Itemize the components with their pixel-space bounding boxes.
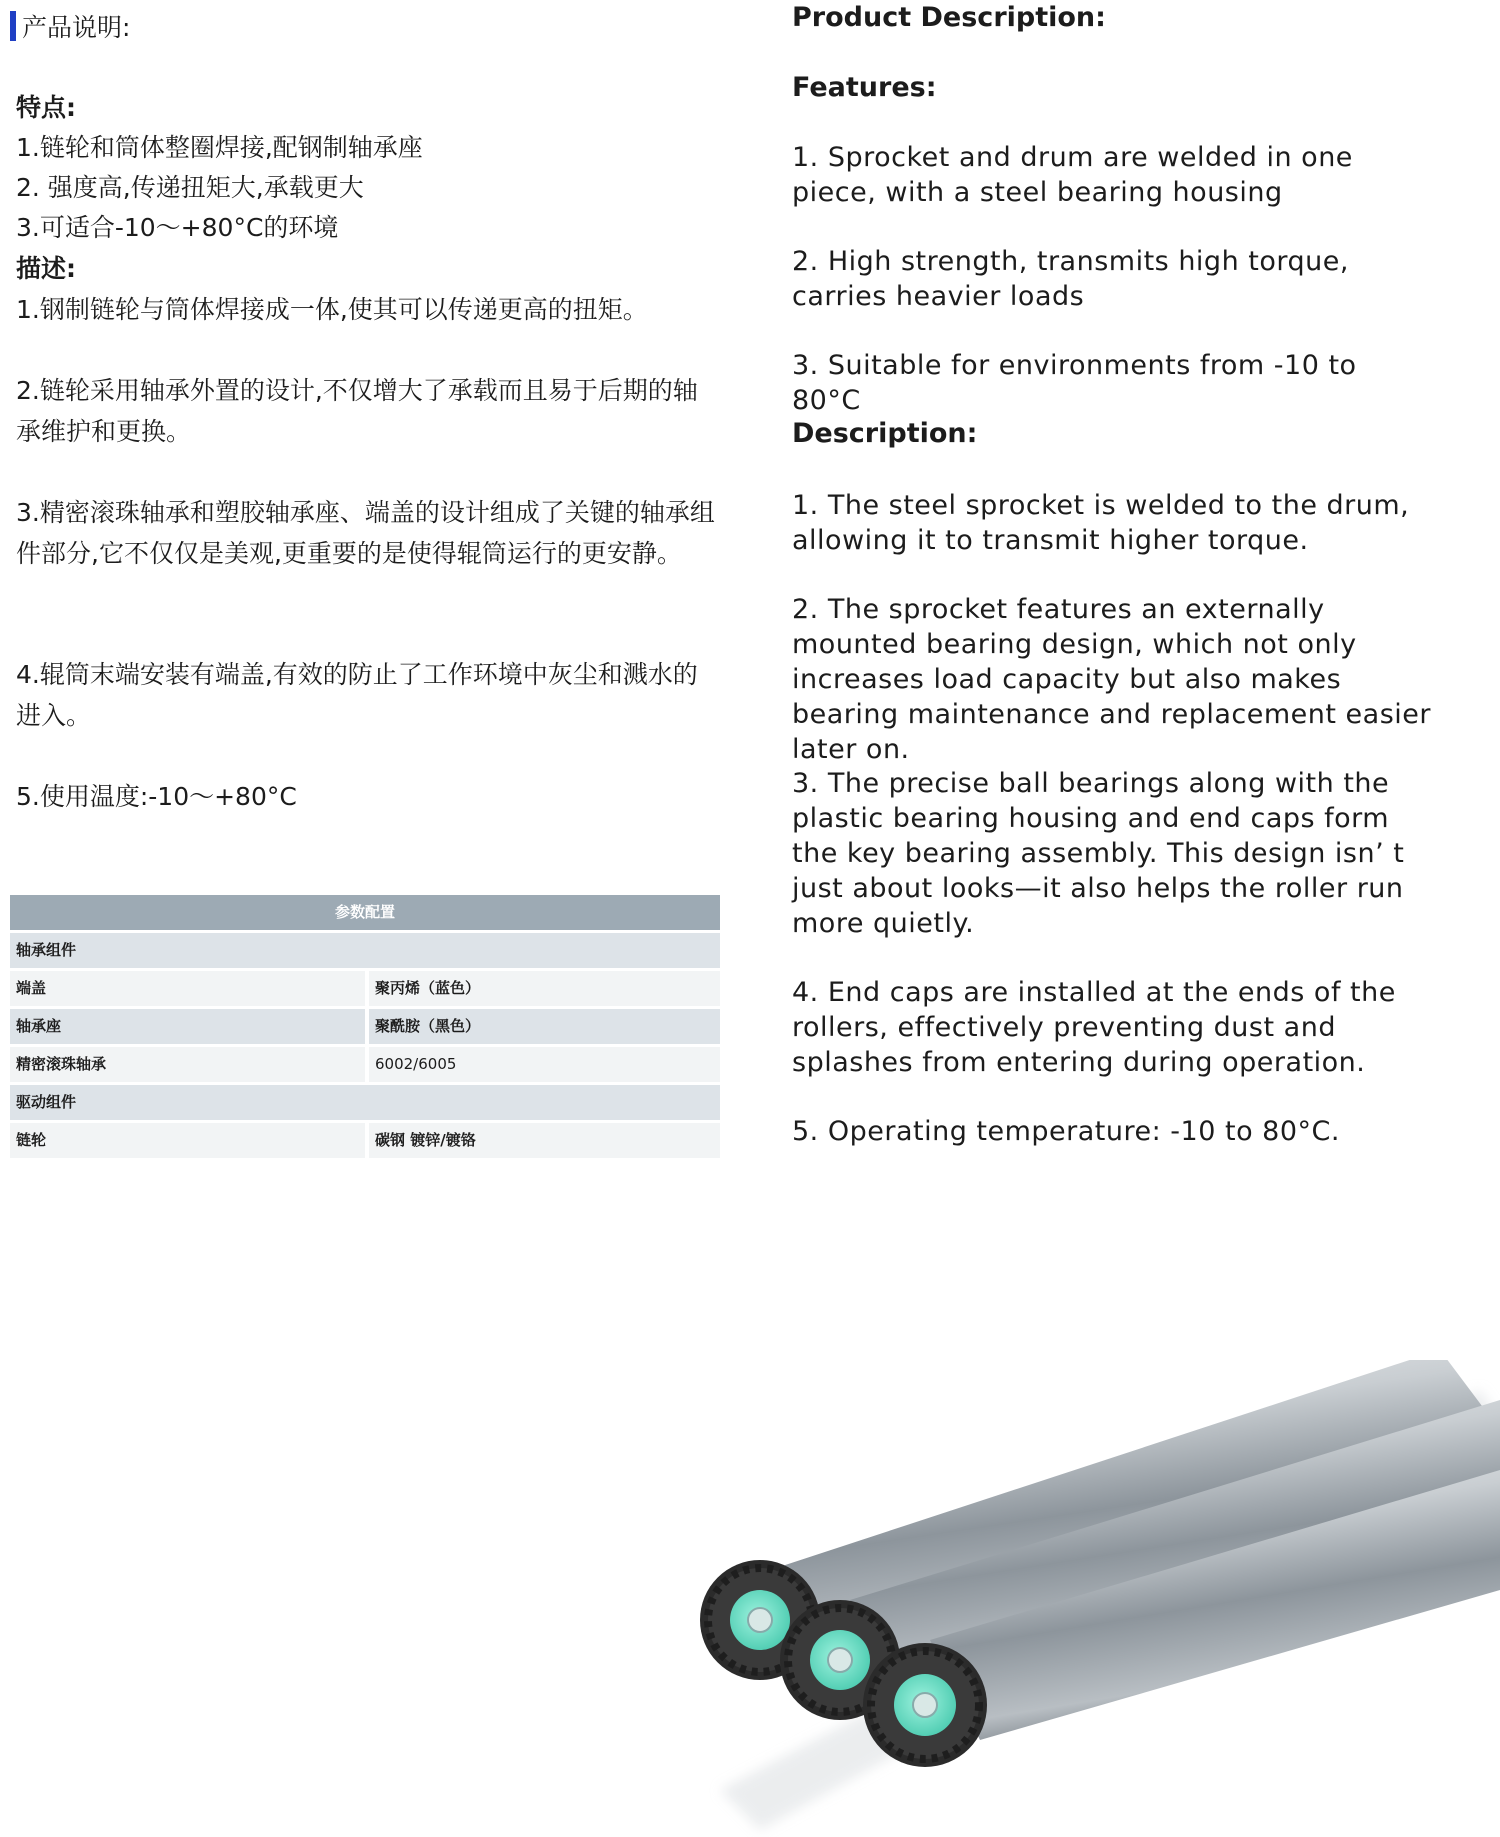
table-row bbox=[10, 1047, 720, 1082]
en-description-item: 1. The steel sprocket is welded to the drum, allowing it to transmit higher torque. bbox=[792, 490, 1410, 556]
cn-features-heading: 特点: bbox=[16, 93, 76, 122]
spec-section-drive: 驱动组件 bbox=[10, 1085, 720, 1120]
cn-description-item: 3.精密滚珠轴承和塑胶轴承座、端盖的设计组成了关键的轴承组件部分,它不仅仅是美观,更重要的是使得辊筒运行的更安静。 bbox=[16, 498, 715, 568]
sprocket-assembly-front bbox=[863, 1643, 987, 1767]
en-description-item: 3. The precise ball bearings along with the plastic bearing housing and end caps form the key bearing assembly. This design isn’ t just about looks—it also helps the roller run more quietly. bbox=[792, 768, 1405, 939]
spec-name-cell: 链轮 bbox=[10, 1123, 365, 1158]
table-row bbox=[10, 1009, 720, 1044]
cn-feature-item: 1.链轮和筒体整圈焊接,配钢制轴承座 bbox=[16, 133, 423, 162]
spec-value-cell: 6002/6005 bbox=[369, 1047, 720, 1082]
spec-value-cell: 聚酰胺（黑色） bbox=[369, 1009, 720, 1044]
en-feature-item: 1. Sprocket and drum are welded in one piece, with a steel bearing housing bbox=[792, 142, 1353, 208]
spec-name-cell: 端盖 bbox=[10, 971, 365, 1006]
cn-description-heading: 描述: bbox=[16, 254, 76, 283]
en-description-heading: Description: bbox=[792, 418, 978, 449]
cn-description-item: 4.辊筒末端安装有端盖,有效的防止了工作环境中灰尘和溅水的进入。 bbox=[16, 660, 698, 730]
table-row bbox=[10, 1123, 720, 1158]
en-description-item: 5. Operating temperature: -10 to 80°C. bbox=[792, 1116, 1340, 1147]
spec-value-cell: 聚丙烯（蓝色） bbox=[369, 971, 720, 1006]
en-feature-item: 2. High strength, transmits high torque, carries heavier loads bbox=[792, 246, 1349, 312]
spec-name-cell: 轴承座 bbox=[10, 1009, 365, 1044]
cn-feature-item: 3.可适合-10～+80°C的环境 bbox=[16, 213, 339, 242]
cn-section-title bbox=[10, 10, 130, 42]
sprocket-roller-product-image bbox=[700, 1360, 1500, 1837]
spec-table bbox=[10, 895, 720, 1161]
cn-description-item: 1.钢制链轮与筒体焊接成一体,使其可以传递更高的扭矩。 bbox=[16, 295, 648, 324]
table-row bbox=[10, 971, 720, 1006]
cn-feature-item: 2. 强度高,传递扭矩大,承载更大 bbox=[16, 173, 364, 202]
cn-title-text: 产品说明: bbox=[22, 13, 131, 42]
cn-description-item: 2.链轮采用轴承外置的设计,不仅增大了承载而且易于后期的轴承维护和更换。 bbox=[16, 376, 698, 446]
cn-description-item: 5.使用温度:-10～+80°C bbox=[16, 782, 297, 811]
en-section-title: Product Description: bbox=[792, 2, 1106, 33]
spec-name-cell: 精密滚珠轴承 bbox=[10, 1047, 365, 1082]
en-description-item: 2. The sprocket features an externally mounted bearing design, which not only increases load capacity but also makes bearing maintenance and replacement easier later on. bbox=[792, 594, 1431, 765]
spec-value-cell: 碳钢 镀锌/镀铬 bbox=[369, 1123, 720, 1158]
en-features-heading: Features: bbox=[792, 72, 937, 103]
spec-section-bearing: 轴承组件 bbox=[10, 933, 720, 968]
title-accent-bar bbox=[10, 11, 16, 41]
en-description-item: 4. End caps are installed at the ends of the rollers, effectively preventing dust and splashes from entering during operation. bbox=[792, 977, 1396, 1078]
en-feature-item: 3. Suitable for environments from -10 to 80°C bbox=[792, 350, 1357, 416]
spec-table-header: 参数配置 bbox=[10, 895, 720, 930]
